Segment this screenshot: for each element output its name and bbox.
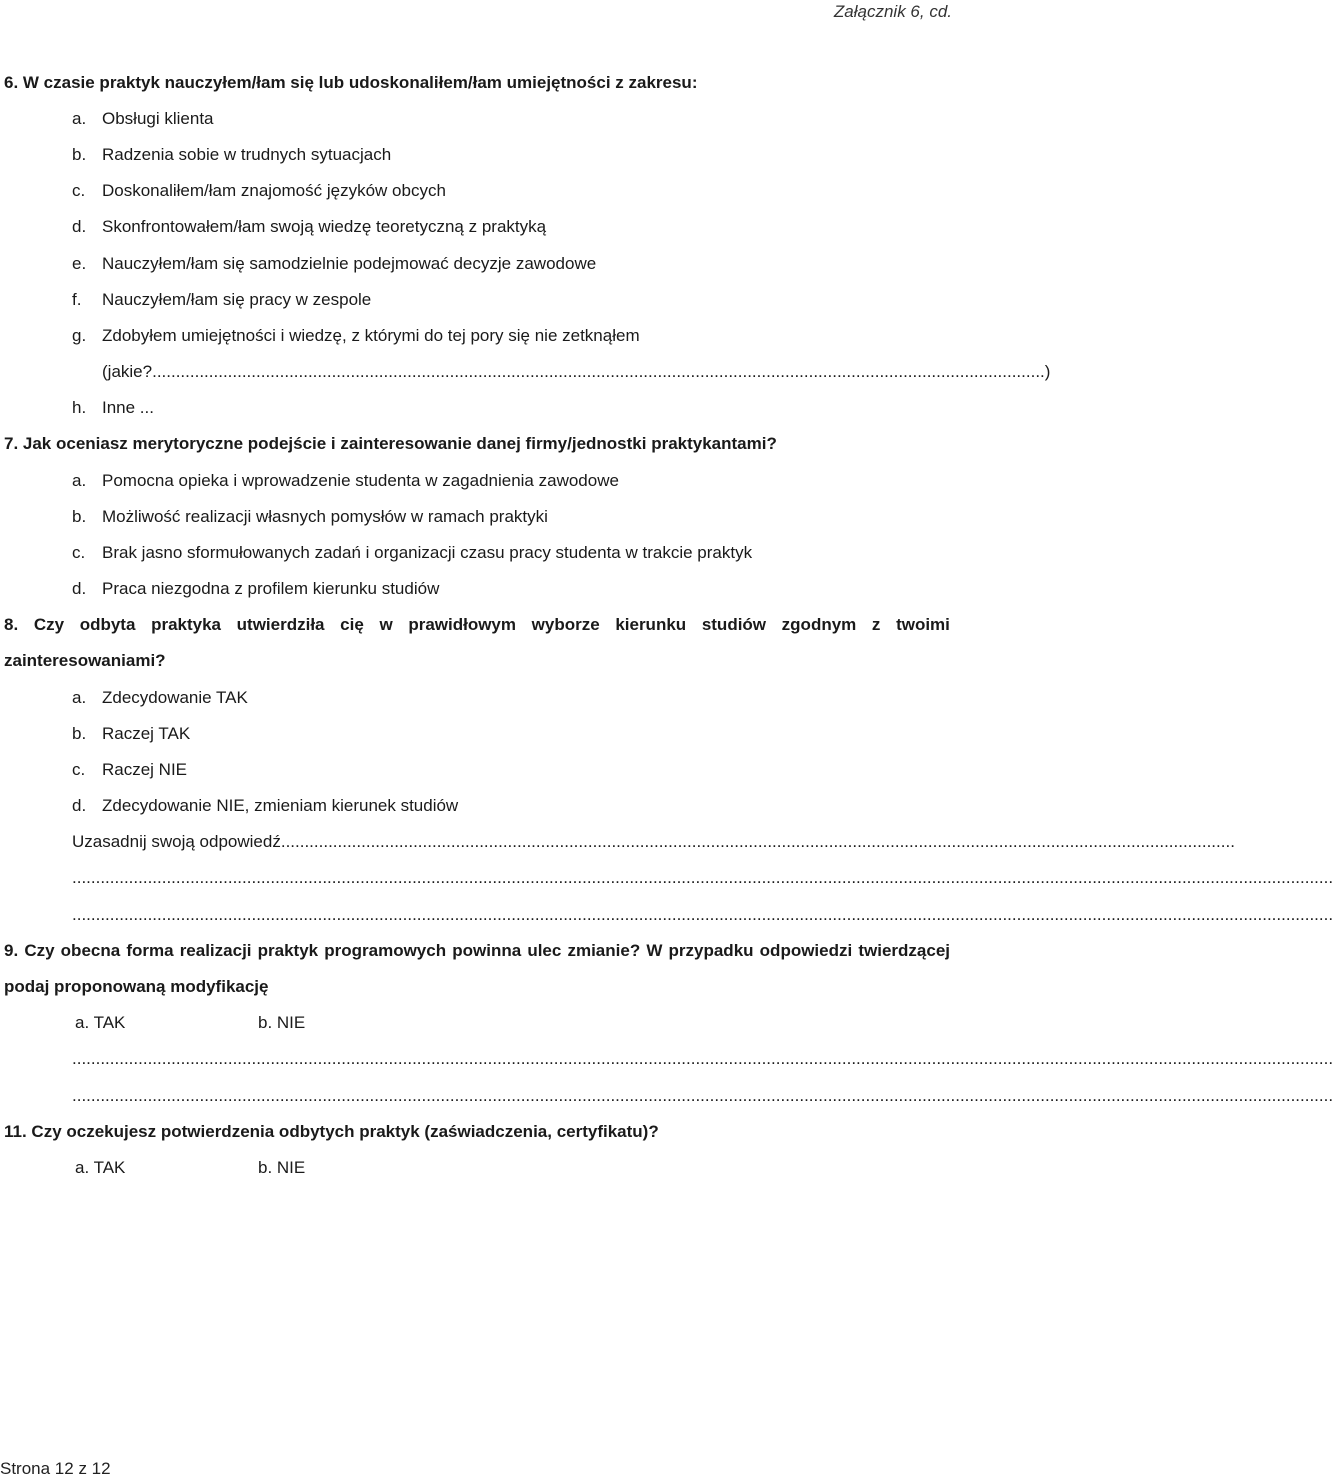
question-8-title-cont: zainteresowaniami? <box>4 651 166 670</box>
q11-option-no[interactable]: b. NIE <box>258 1158 306 1177</box>
option-text: Inne ... <box>102 398 154 417</box>
title-word: twoimi <box>896 615 950 634</box>
title-word: zmianie? <box>567 941 641 960</box>
option-letter: b. <box>72 724 87 743</box>
option-text: Pomocna opieka i wprowadzenie studenta w zagadnienia zawodowe <box>102 471 619 490</box>
option-letter: a. <box>72 471 87 490</box>
title-word: utwierdziła <box>236 615 325 634</box>
title-word: prawidłowym <box>408 615 516 634</box>
q11-option-yes[interactable]: a. TAK <box>75 1158 126 1177</box>
option-text: Zdecydowanie NIE, zmieniam kierunek studiów <box>102 796 459 815</box>
q9-answer-line-1[interactable]: ........................................................................................................................................................................................................................................................................... <box>72 1049 1333 1068</box>
option-letter: c. <box>72 181 86 200</box>
option-letter: h. <box>72 398 87 417</box>
title-word: 9. <box>4 941 19 960</box>
option-text: Brak jasno sformułowanych zadań i organizacji czasu pracy studenta w trakcie praktyk <box>102 543 753 562</box>
q8-answer-line-3[interactable]: ........................................................................................................................................................................................................................................................................... <box>72 905 1333 924</box>
option-text: Zdecydowanie TAK <box>102 688 248 707</box>
option-letter: d. <box>72 796 87 815</box>
title-word: praktyk <box>257 941 319 960</box>
option-letter: e. <box>72 254 87 273</box>
title-word: odbyta <box>79 615 136 634</box>
option-letter: c. <box>72 760 86 779</box>
title-word: programowych <box>324 941 447 960</box>
title-word: odpowiedzi <box>759 941 853 960</box>
option-text: Nauczyłem/łam się samodzielnie podejmować decyzje zawodowe <box>102 254 597 273</box>
question-9-title-cont: podaj proponowaną modyfikację <box>4 977 269 996</box>
title-word: z <box>871 615 881 634</box>
q9-option-yes[interactable]: a. TAK <box>75 1013 126 1032</box>
title-word: wyborze <box>531 615 600 634</box>
question-6-title: 6. W czasie praktyk nauczyłem/łam się lub udoskonaliłem/łam umiejętności z zakresu: <box>4 73 698 92</box>
dotted-line: ......................................................................................................................................................................................................... <box>285 832 1235 851</box>
question-8-title <box>4 614 950 636</box>
option-letter: f. <box>72 290 82 309</box>
q8-justify-field[interactable] <box>72 831 1235 853</box>
question-7-title: 7. Jak oceniasz merytoryczne podejście i zainteresowanie danej firmy/jednostki praktykantami? <box>4 434 777 453</box>
specify-label: (jakie? <box>102 362 153 381</box>
title-word: przypadku <box>668 941 754 960</box>
option-text: Radzenia sobie w trudnych sytuacjach <box>102 145 392 164</box>
title-word: kierunku <box>615 615 687 634</box>
title-word: praktyka <box>151 615 222 634</box>
page-number: Strona 12 z 12 <box>0 1459 111 1478</box>
option-text: Skonfrontowałem/łam swoją wiedzę teoretyczną z praktyką <box>102 217 547 236</box>
q9-answer-line-2[interactable]: ........................................................................................................................................................................................................................................................................... <box>72 1086 1333 1105</box>
title-word: w <box>379 615 393 634</box>
option-text: Praca niezgodna z profilem kierunku studiów <box>102 579 440 598</box>
option-letter: b. <box>72 507 87 526</box>
specify-close: ) <box>1044 362 1051 381</box>
title-word: powinna <box>452 941 522 960</box>
title-word: 8. <box>4 615 19 634</box>
q9-option-no[interactable]: b. NIE <box>258 1013 306 1032</box>
title-word: twierdzącej <box>858 941 950 960</box>
option-letter: g. <box>72 326 87 345</box>
option-text: Nauczyłem/łam się pracy w zespole <box>102 290 372 309</box>
option-text: Obsługi klienta <box>102 109 214 128</box>
option-text: Raczej NIE <box>102 760 188 779</box>
title-word: cię <box>340 615 364 634</box>
option-text: Doskonaliłem/łam znajomość języków obcych <box>102 181 446 200</box>
q6-option-g-specify-field[interactable] <box>102 361 1051 383</box>
title-word: studiów <box>701 615 767 634</box>
option-letter: a. <box>72 109 87 128</box>
title-word: Czy <box>33 615 65 634</box>
title-word: obecna <box>60 941 121 960</box>
option-letter: d. <box>72 579 87 598</box>
title-word: forma <box>126 941 174 960</box>
attachment-header: Załącznik 6, cd. <box>833 2 952 21</box>
question-9-title <box>4 940 950 962</box>
option-letter: b. <box>72 145 87 164</box>
dotted-line: ............................................................................................................................................................................................. <box>152 362 1045 381</box>
q8-answer-line-2[interactable]: ........................................................................................................................................................................................................................................................................... <box>72 868 1333 887</box>
option-letter: d. <box>72 217 87 236</box>
title-word: zgodnym <box>781 615 857 634</box>
title-word: Czy <box>24 941 55 960</box>
question-11-title: 11. Czy oczekujesz potwierdzenia odbytych praktyk (zaświadczenia, certyfikatu)? <box>4 1122 659 1141</box>
option-text: Zdobyłem umiejętności i wiedzę, z którymi do tej pory się nie zetknąłem <box>102 326 640 345</box>
title-word: ulec <box>527 941 562 960</box>
title-word: realizacji <box>179 941 252 960</box>
justify-label: Uzasadnij swoją odpowiedź. <box>72 832 286 851</box>
title-word: W <box>646 941 663 960</box>
option-letter: a. <box>72 688 87 707</box>
option-text: Raczej TAK <box>102 724 191 743</box>
option-letter: c. <box>72 543 86 562</box>
option-text: Możliwość realizacji własnych pomysłów w ramach praktyki <box>102 507 548 526</box>
